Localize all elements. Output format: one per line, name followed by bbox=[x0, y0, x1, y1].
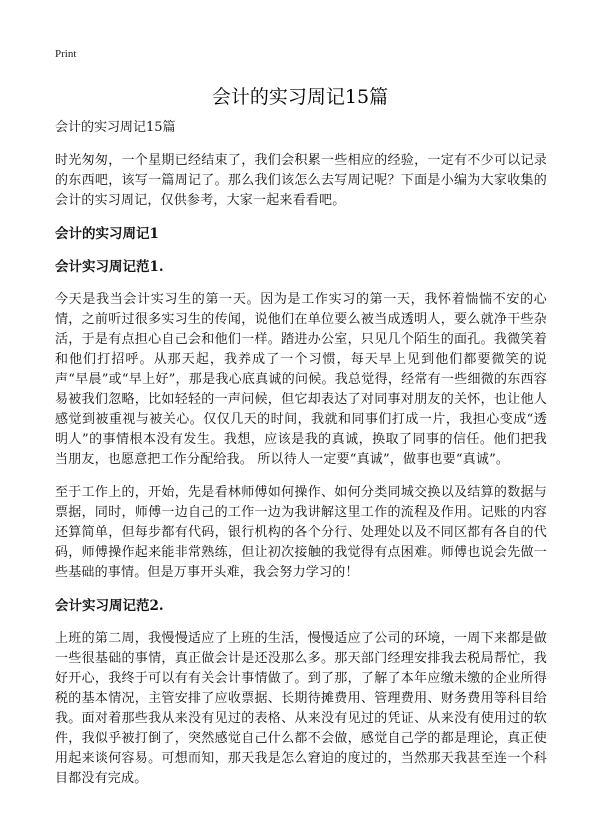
document-subtitle: 会计的实习周记15篇 bbox=[55, 120, 176, 135]
section-heading: 会计的实习周记1 bbox=[55, 226, 159, 242]
entry-1-paragraph-2: 至于工作上的，开始，先是看林师傅如何操作、如何分类同城交换以及结算的数据与票据，同时，师傅一边自己的工作一边为我讲解这里工作的流程及作用。记账的内容还算简单，但每步都有代码，银行机构的各个分行、处理处以及不同区都有各自的代码，师傅操作起来能非常熟练，但让初次接触的我觉得有点困难。师傅也说会先做一些基础的事情。但是万事开头难，我会努力学习的！ bbox=[55, 485, 547, 580]
entry-heading-1: 会计实习周记范1. bbox=[55, 259, 164, 275]
page-title: 会计的实习周记15篇 bbox=[211, 86, 389, 108]
entry-1-paragraph-1: 今天是我当会计实习生的第一天。因为是工作实习的第一天，我怀着惴惴不安的心情，之前听过很多实习生的传闻，说他们在单位要么被当成透明人，要么就净干些杂活，于是有点担心自己会和他们一样。踏进办公室，只见几个陌生的面孔。我微笑着和他们打招呼。从那天起，我养成了一个习惯，每天早上见到他们都要微笑的说声“早晨”或“早上好”，那是我心底真诚的问候。我总觉得，经常有一些细微的东西容易被我们忽略，比如轻轻的一声问候，但它却表达了对同事对朋友的关怀，也让他人感觉到被重视与被关心。仅仅几天的时间，我就和同事们打成一片，我担心变成“透明人”的事情根本没有发生。我想，应该是我的真诚，换取了同事的信任。他们把我当朋友，也愿意把工作分配给我。 所以待人一定要“真诚”，做事也要“真诚”。 bbox=[55, 292, 547, 467]
entry-2-paragraph-1: 上班的第二周，我慢慢适应了上班的生活，慢慢适应了公司的环境，一周下来都是做一些很基础的事情，真正做会计是还没那么多。那天部门经理安排我去税局帮忙，我好开心，我终于可以有有关会计事情做了。到了那，了解了本年应缴未缴的企业所得税的基本情况，主管安排了应收票据、长期待摊费用、管理费用、财务费用等科目给我。面对着那些我从来没有见过的表格、从来没有见过的凭证、从来没有使用过的软件，我似乎被打倒了，突然感觉自己什么都不会做，感觉自己学的都是理论，真正使用起来谈何容易。可想而知，那天我是怎么窘迫的度过的，当然那天我甚至连一个科目都没有完成。 bbox=[55, 631, 547, 786]
intro-paragraph: 时光匆匆，一个星期已经结束了，我们会积累一些相应的经验，一定有不少可以记录的东西吧，该写一篇周记了。那么我们该怎么去写周记呢？下面是小编为大家收集的会计的实习周记，仅供参考，大家一起来看看吧。 bbox=[55, 153, 547, 208]
document-body bbox=[55, 118, 547, 802]
entry-heading-2: 会计实习周记范2. bbox=[55, 598, 164, 614]
print-link[interactable]: Print bbox=[55, 48, 77, 60]
